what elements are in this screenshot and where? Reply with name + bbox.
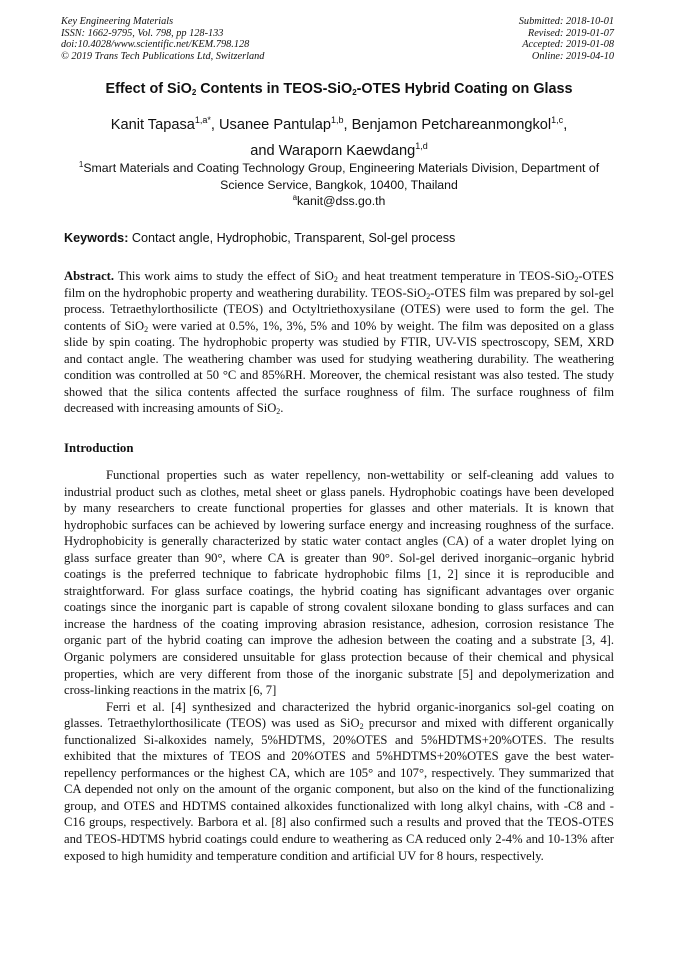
- author-name: and Waraporn Kaewdang: [250, 142, 416, 159]
- date-submitted: Submitted: 2018-10-01: [518, 16, 614, 27]
- paper-title: Effect of SiO$_2$ Contents in TEOS-SiO$_2$-OTES Hybrid Coating on Glass: [105, 81, 573, 97]
- journal-issn: ISSN: 1662-9795, Vol. 798, pp 128-133: [61, 27, 224, 39]
- abstract-label: Abstract.: [64, 269, 115, 283]
- date-accepted: Accepted: 2019-01-08: [522, 39, 614, 51]
- date-revised: Revised: 2019-01-07: [527, 27, 614, 39]
- submission-dates: [519, 16, 614, 62]
- section-heading: Introduction: [64, 441, 134, 455]
- journal-doi: doi:10.4028/www.scientific.net/KEM.798.128: [61, 39, 250, 51]
- paragraph: Ferri et al. [4] synthesized and characterized the hybrid organic-inorganics sol-gel coating on glasses. Tetraethylorthosilicate (TEOS) was used as SiO$_2$ precursor and mixed with different organically functionalized Si-alkoxides namely, 5%HDTMS, 20%OTES and 5%HDTMS+20%OTES. The results exhibited that the mixtures of TEOS and 20%OTES and 5%HDTMS+20%OTES gave the best water-repellency performances or the highest CA, which are 105° and 107°, respectively. They summarized that CA depended not only on the amount of the organic component, but also on the kind of the functionalizing group, and OTES and HDTMS contained alkoxides functionalized with long alkyl chains, with -C8 and -C16 groups, respectively. Barbora et al. [8] also confirmed such a results and proved that the TEOS-OTES and TEOS-HDTMS hybrid coatings could endure to weathering as CA reduced only 2-4% and 10-13% after exposed to high humidity and temperature condition and artificial UV for 8 hours, respectively.: [64, 699, 614, 863]
- keywords-text: Contact angle, Hydrophobic, Transparent, Sol-gel process: [128, 231, 456, 245]
- keywords-label: Keywords:: [64, 231, 129, 245]
- affiliation: $^1$Smart Materials and Coating Technology Group, Engineering Materials Division, Department of Science Service, Bangkok, 10400, Thailand: [78, 160, 600, 193]
- abstract: Abstract. This work aims to study the effect of SiO$_2$ and heat treatment temperature in TEOS-SiO$_2$-OTES film on the hydrophobic property and weathering durability. TEOS-SiO$_2$-OTES film was prepared by sol-gel process. Tetraethylorthosilicte (TEOS) and Octyltriethoxysilane (OTES) were used to form the gel. The contents of SiO$_2$ were varied at 0.5%, 1%, 3%, 5% and 10% by weight. The film was deposited on a glass slide by spin coating. The hydrophobic property was studied by FTIR, UV-VIS spectroscopy, SEM, XRD and contact angle. The weathering chamber was used for studying weathering durability. The weathering condition was controlled at 50 °C and 85%RH. Moreover, the chemical resistant was also tested. The study showed that the silica contents affected the surface roughness of film. The surface roughness of film decreased with increasing amounts of SiO$_2$.: [64, 269, 614, 417]
- author-name: Kanit Tapasa: [110, 116, 195, 133]
- journal-info: [61, 16, 264, 62]
- paragraph: Functional properties such as water repellency, non-wettability or self-cleaning add values to industrial product such as clothes, metal sheet or glass panels. Hydrophobic coatings have been developed by many researchers to create functional properties for glasses and other materials. It is known that hydrophobic surfaces can be achieved by lowering surface energy and increasing roughness of the surface. Hydrophobicity is generally characterized by static water contact angles (CA) of a water droplet lying on glass surface greater than 90°, where CA is greater than 90°. Sol-gel derived inorganic–organic hybrid coatings is the preferred technique to fabricate hydrophobic films [1, 2] since it is reproducible and straightforward. For glass surface coatings, the hybrid coating has significant advantages over organic coatings since the inorganic part is capable of strong covalent siloxane bonding to glass surfaces and can increase the hardness of the coating improving abrasion resistance, adhesion, corrosion resistance The organic part of the hybrid coating can improve the adhesion between the coating and a substrate [3, 4]. Organic polymers are considered unsuitable for glass protection because of their chemical and physical properties, which are very different from those of the inorganic substrate [5] and depolymerization and cross-linking reactions in the matrix [6, 7]: [64, 468, 614, 698]
- date-online: Online: 2019-04-10: [531, 50, 614, 62]
- author-name: , Usanee Pantulap: [210, 116, 331, 133]
- author-name: , Benjamon Petchareanmongkol: [343, 116, 552, 133]
- introduction-body: [64, 467, 614, 864]
- author-email: $^a$kanit@dss.go.th: [292, 193, 386, 209]
- journal-copyright: © 2019 Trans Tech Publications Ltd, Switzerland: [61, 50, 265, 62]
- journal-name: Key Engineering Materials: [61, 16, 174, 27]
- keywords: [64, 231, 624, 245]
- author-list: Kanit Tapasa$^{1,a*}$, Usanee Pantulap$^{1,b}$, Benjamon Petchareanmongkol$^{1,c}$, and Waraporn Kaewdang$^{1,d}$: [110, 115, 568, 159]
